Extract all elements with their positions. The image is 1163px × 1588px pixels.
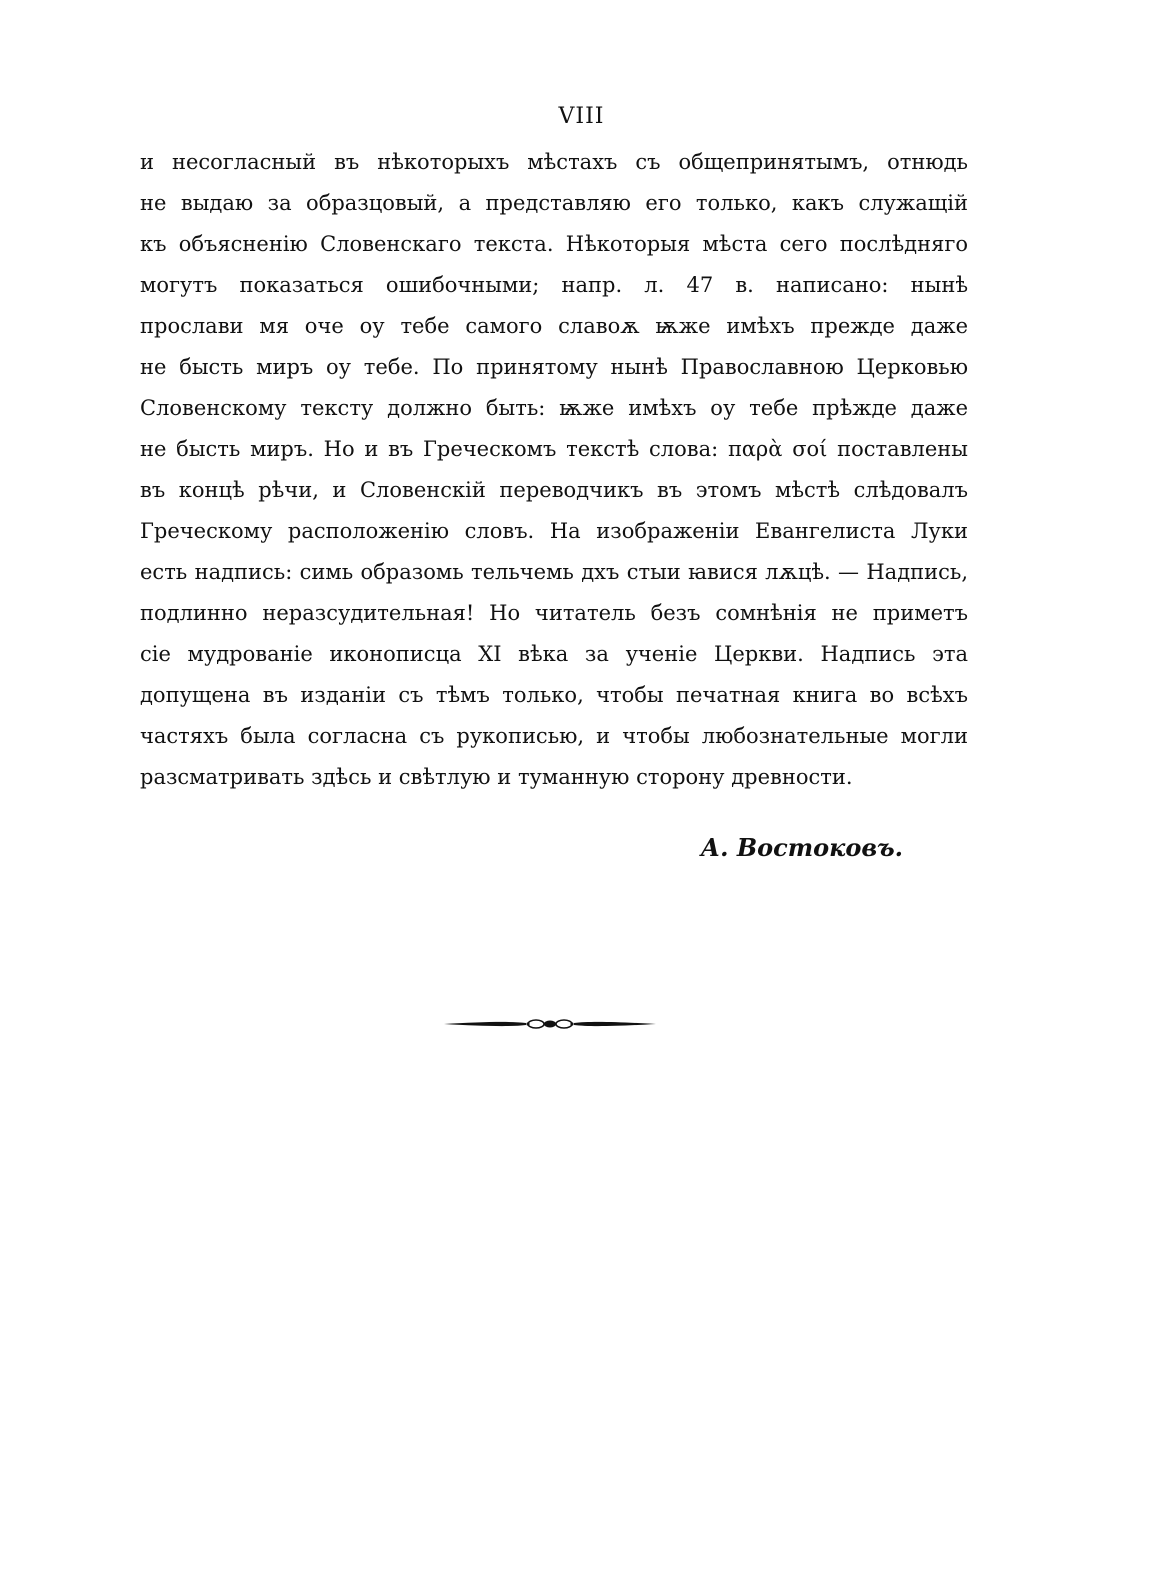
decorative-flourish-icon — [440, 1012, 660, 1036]
text-line: не бысть миръ. Но и въ Греческомъ текстѣ слова: παρὰ σοί поставлены — [140, 437, 968, 461]
text-line: не выдаю за образцовый, а представляю его только, какъ служащій — [140, 191, 968, 215]
text-line: въ концѣ рѣчи, и Словенскій переводчикъ въ этомъ мѣстѣ слѣдовалъ — [140, 478, 968, 502]
text-line: могутъ показаться ошибочными; напр. л. 47 в. написано: нынѣ — [140, 273, 968, 297]
text-line: Греческому расположенію словъ. На изображеніи Евангелиста Луки — [140, 519, 968, 543]
text-line: не бысть миръ оу тебе. По принятому нынѣ Православною Церковью — [140, 355, 968, 379]
text-line: допущена въ изданіи съ тѣмъ только, чтобы печатная книга во всѣхъ — [140, 683, 968, 707]
body-text — [140, 142, 968, 798]
text-line: къ объясненію Словенскаго текста. Нѣкоторыя мѣста сего послѣдняго — [140, 232, 968, 256]
text-line: подлинно неразсудительная! Но читатель безъ сомнѣнія не приметъ — [140, 601, 968, 625]
text-line: сіе мудрованіе иконописца XI вѣка за ученіе Церкви. Надпись эта — [140, 642, 968, 666]
text-line: частяхъ была согласна съ рукописью, и чтобы любознательные могли — [140, 724, 968, 748]
text-line: разсматривать здѣсь и свѣтлую и туманную сторону древности. — [140, 765, 853, 789]
text-line: Словенскому тексту должно быть: ѭже имѣхъ оу тебе прѣжде даже — [140, 396, 968, 420]
text-line: и несогласный въ нѣкоторыхъ мѣстахъ съ общепринятымъ, отнюдь — [140, 150, 968, 174]
text-line: есть надпись: симь образомь тельчемь дхъ стыи ꙗвися лѫцѣ. — Надпись, — [140, 560, 968, 584]
text-line: прослави мя оче оу тебе самого славоѫ ѭже имѣхъ прежде даже — [140, 314, 968, 338]
author-signature: А. Востоковъ. — [700, 833, 903, 862]
page-number: VIII — [558, 104, 605, 129]
